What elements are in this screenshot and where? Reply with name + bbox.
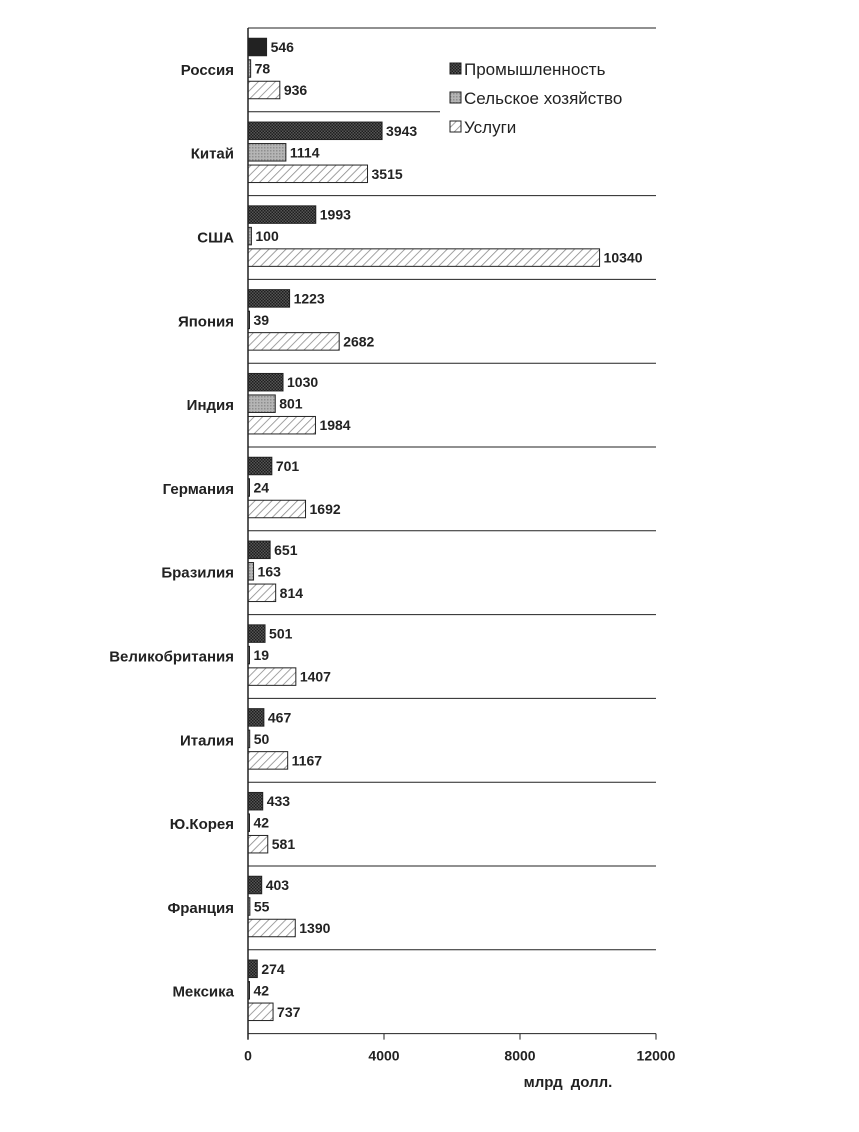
data-label-services: 936 — [283, 82, 308, 98]
data-label-agriculture: 78 — [254, 60, 271, 77]
category-label: Индия — [186, 397, 234, 415]
bar-services — [248, 500, 306, 518]
data-label-services: 737 — [277, 1003, 301, 1020]
bar-agriculture — [248, 144, 286, 162]
bar-industry — [248, 876, 262, 894]
data-label-industry: 1993 — [319, 206, 351, 223]
bar-services — [248, 835, 268, 853]
data-label-services: 1407 — [299, 668, 331, 685]
bar-industry — [248, 792, 263, 810]
data-label-services: 814 — [279, 584, 304, 601]
legend-swatch-services — [450, 121, 461, 132]
category-label: Италия — [180, 732, 234, 750]
data-label-services: 1692 — [309, 501, 341, 517]
data-label-services: 1984 — [319, 417, 351, 434]
data-label-services: 581 — [271, 836, 296, 853]
data-label-industry: 701 — [275, 458, 300, 474]
bar-services — [248, 416, 315, 434]
bar-agriculture — [248, 395, 275, 413]
data-label-industry: 1030 — [287, 374, 319, 391]
data-label-agriculture: 55 — [253, 898, 270, 915]
bar-agriculture — [248, 563, 254, 581]
category-label: Мексика — [172, 983, 234, 1001]
bar-industry — [248, 373, 283, 391]
bar-industry — [248, 709, 264, 727]
bar-industry — [248, 960, 257, 978]
data-label-industry: 651 — [274, 541, 298, 558]
bar-industry — [248, 290, 290, 308]
data-label-industry: 3943 — [386, 122, 418, 139]
bar-industry — [248, 457, 272, 475]
data-label-agriculture: 39 — [253, 311, 270, 328]
category-label: Япония — [177, 313, 234, 331]
bar-services — [248, 919, 295, 937]
category-label: Ю.Корея — [169, 816, 234, 834]
x-tick-label: 12000 — [636, 1047, 676, 1064]
bars-layer — [248, 38, 600, 1020]
bar-services — [248, 165, 368, 183]
data-label-agriculture: 42 — [253, 814, 270, 831]
data-label-industry: 546 — [270, 39, 294, 55]
bar-industry — [248, 541, 270, 559]
data-label-agriculture: 1114 — [289, 144, 320, 161]
bar-services — [248, 668, 296, 686]
data-label-agriculture: 42 — [253, 982, 270, 999]
data-label-agriculture: 50 — [253, 730, 270, 747]
x-tick-label: 0 — [244, 1047, 252, 1064]
data-label-agriculture: 24 — [253, 479, 270, 496]
data-label-services: 10340 — [603, 249, 643, 266]
data-label-industry: 403 — [265, 877, 290, 893]
data-label-services: 1390 — [299, 920, 331, 936]
category-label: Россия — [180, 61, 234, 79]
legend — [450, 60, 622, 137]
data-label-industry: 501 — [269, 625, 293, 642]
legend-swatch-agriculture — [450, 92, 461, 103]
category-label: Китай — [190, 145, 234, 163]
x-tick-label: 8000 — [504, 1047, 536, 1064]
data-label-agriculture: 801 — [279, 395, 303, 412]
bar-services — [248, 333, 339, 351]
data-label-agriculture: 19 — [253, 647, 270, 664]
data-label-services: 3515 — [371, 165, 403, 182]
bar-industry — [248, 38, 267, 56]
data-label-industry: 274 — [261, 960, 285, 977]
data-label-agriculture: 163 — [257, 563, 281, 580]
data-label-agriculture: 100 — [255, 228, 279, 245]
data-label-services: 2682 — [343, 333, 375, 350]
bar-services — [248, 1003, 273, 1021]
category-label: США — [197, 229, 234, 247]
data-label-industry: 467 — [267, 709, 292, 726]
x-tick-label: 4000 — [368, 1047, 400, 1064]
bar-industry — [248, 625, 265, 643]
legend-label-services: Услуги — [464, 118, 517, 137]
legend-swatch-industry — [450, 63, 461, 74]
bar-services — [248, 752, 288, 770]
legend-label-industry: Промышленность — [464, 60, 606, 79]
bar-services — [248, 249, 600, 267]
data-label-industry: 433 — [266, 793, 291, 810]
category-label: Франция — [167, 899, 234, 917]
category-label: Великобритания — [109, 648, 234, 666]
bar-services — [248, 81, 280, 99]
category-label: Германия — [162, 480, 234, 498]
bar-industry — [248, 122, 382, 140]
bar-industry — [248, 206, 316, 224]
axis-layer — [244, 28, 676, 1064]
bar-services — [248, 584, 276, 602]
labels-layer — [109, 39, 642, 1020]
legend-label-agriculture: Сельское хозяйство — [464, 89, 623, 108]
x-axis-title: млрд долл. — [523, 1074, 613, 1091]
data-label-services: 1167 — [291, 752, 323, 769]
category-label: Бразилия — [161, 564, 234, 582]
data-label-industry: 1223 — [293, 290, 325, 307]
